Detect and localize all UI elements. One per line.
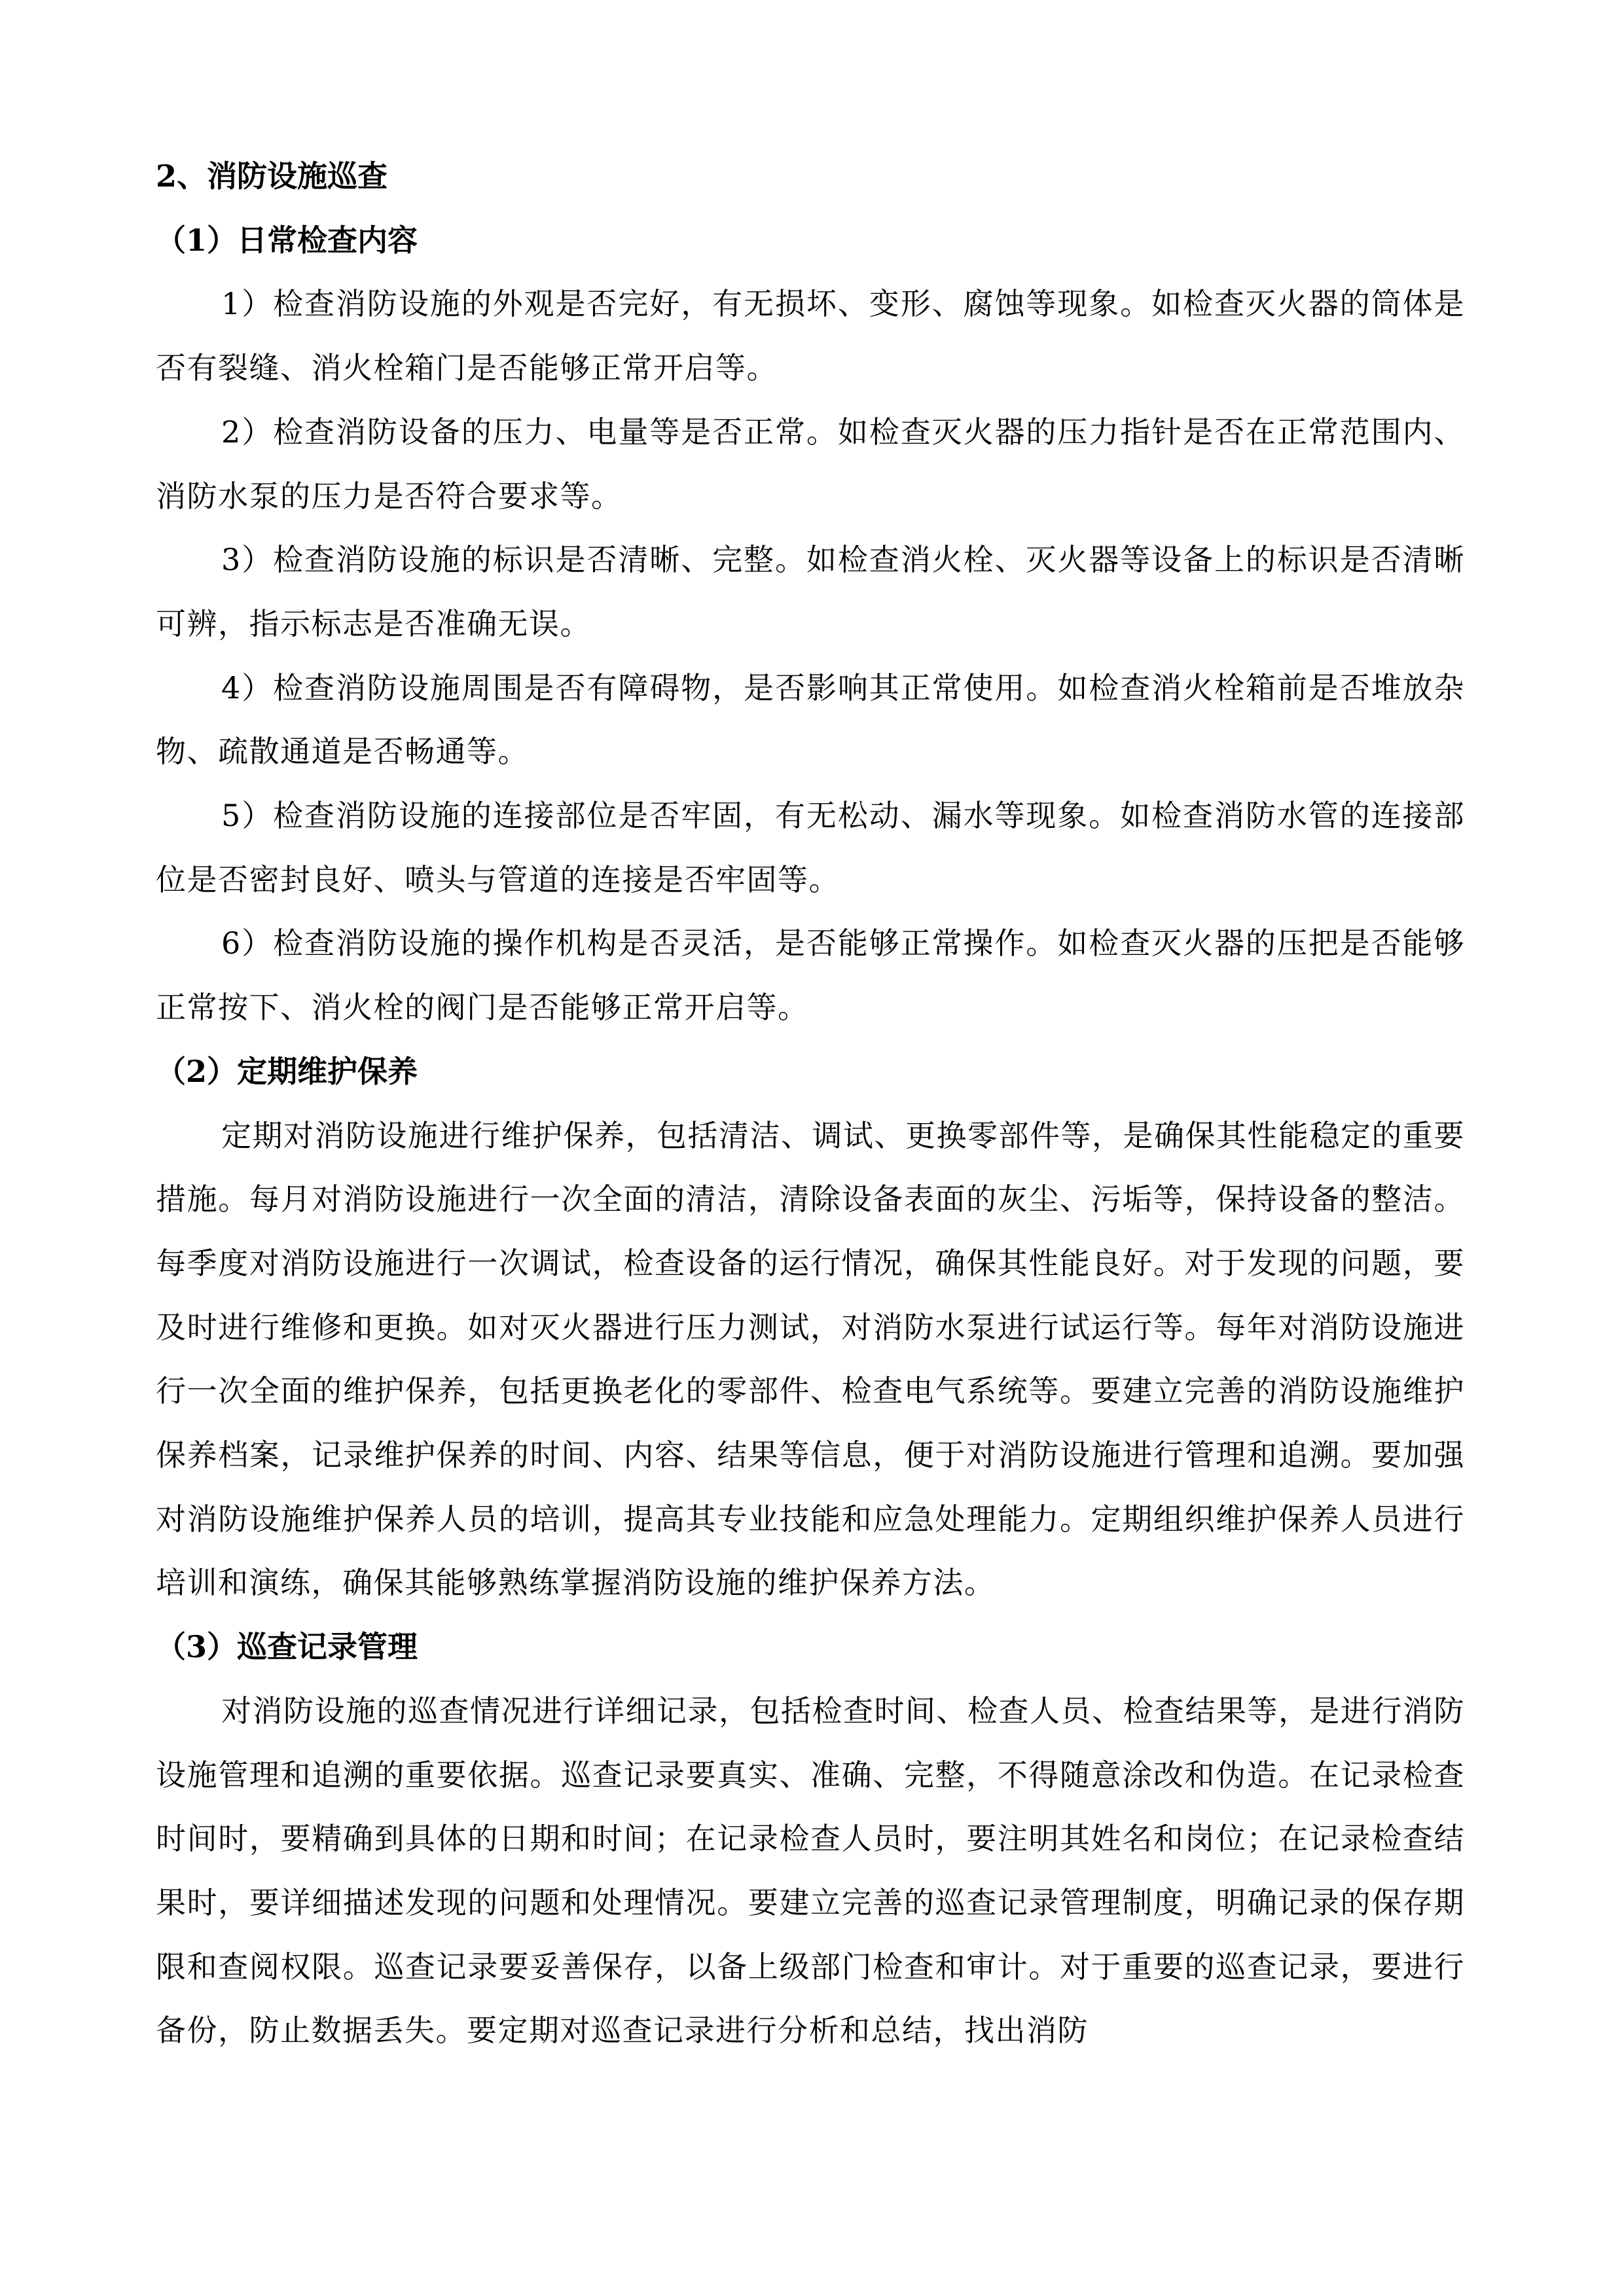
- paragraph-item-6: 6）检查消防设施的操作机构是否灵活，是否能够正常操作。如检查灭火器的压把是否能够正常按下、消火栓的阀门是否能够正常开启等。: [156, 925, 1465, 1026]
- document-body: [156, 145, 1465, 2063]
- paragraph-item-4: 4）检查消防设施周围是否有障碍物，是否影响其正常使用。如检查消火栓箱前是否堆放杂物、疏散通道是否畅通等。: [156, 670, 1465, 770]
- subsection-heading-record-management: （3）巡查记录管理: [156, 1629, 418, 1665]
- paragraph-item-3: 3）检查消防设施的标识是否清晰、完整。如检查消火栓、灭火器等设备上的标识是否清晰可辨，指示标志是否准确无误。: [156, 542, 1465, 641]
- subsection-heading-regular-maintenance: （2）定期维护保养: [156, 1053, 418, 1089]
- paragraph-item-5: 5）检查消防设施的连接部位是否牢固，有无松动、漏水等现象。如检查消防水管的连接部位是否密封良好、喷头与管道的连接是否牢固等。: [156, 798, 1465, 897]
- paragraph-record-management: 对消防设施的巡查情况进行详细记录，包括检查时间、检查人员、检查结果等，是进行消防设施管理和追溯的重要依据。巡查记录要真实、准确、完整，不得随意涂改和伪造。在记录检查时间时，要精确到具体的日期和时间；在记录检查人员时，要注明其姓名和岗位；在记录检查结果时，要详细描述发现的问题和处理情况。要建立完善的巡查记录管理制度，明确记录的保存期限和查阅权限。巡查记录要妥善保存，以备上级部门检查和审计。对于重要的巡查记录，要进行备份，防止数据丢失。要定期对巡查记录进行分析和总结，找出消防: [156, 1693, 1465, 2049]
- paragraph-item-1: 1）检查消防设施的外观是否完好，有无损坏、变形、腐蚀等现象。如检查灭火器的筒体是否有裂缝、消火栓箱门是否能够正常开启等。: [156, 286, 1465, 386]
- subsection-heading-daily-inspection: （1）日常检查内容: [156, 222, 418, 258]
- paragraph-maintenance: 定期对消防设施进行维护保养，包括清洁、调试、更换零部件等，是确保其性能稳定的重要措施。每月对消防设施进行一次全面的清洁，清除设备表面的灰尘、污垢等，保持设备的整洁。每季度对消防设施进行一次调试，检查设备的运行情况，确保其性能良好。对于发现的问题，要及时进行维修和更换。如对灭火器进行压力测试，对消防水泵进行试运行等。每年对消防设施进行一次全面的维护保养，包括更换老化的零部件、检查电气系统等。要建立完善的消防设施维护保养档案，记录维护保养的时间、内容、结果等信息，便于对消防设施进行管理和追溯。要加强对消防设施维护保养人员的培训，提高其专业技能和应急处理能力。定期组织维护保养人员进行培训和演练，确保其能够熟练掌握消防设施的维护保养方法。: [156, 1117, 1465, 1601]
- section-title: 2、消防设施巡查: [156, 158, 388, 194]
- paragraph-item-2: 2）检查消防设备的压力、电量等是否正常。如检查灭火器的压力指针是否在正常范围内、消防水泵的压力是否符合要求等。: [156, 414, 1465, 514]
